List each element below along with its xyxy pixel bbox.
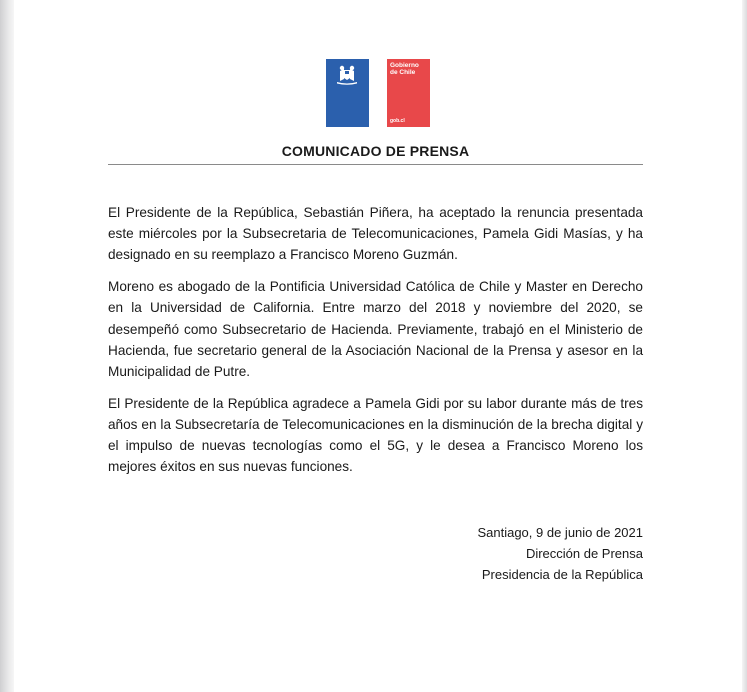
logo-blue-panel <box>326 59 369 127</box>
signature-place-date: Santiago, 9 de junio de 2021 <box>477 525 643 540</box>
document-heading: COMUNICADO DE PRENSA <box>281 143 470 159</box>
logo-word-line-1: Gobierno <box>390 62 419 69</box>
document-page <box>14 0 742 692</box>
logo-url: gob.cl <box>390 118 405 124</box>
signature-institution: Presidencia de la República <box>481 567 643 583</box>
gobierno-de-chile-logo <box>326 59 418 127</box>
heading-divider <box>108 164 643 165</box>
paragraph-2: Moreno es abogado de la Pontificia Universidad Católica de Chile y Master en Derecho en la Universidad de California. Entre marzo del 2018 y noviembre del 2020, se desempeñó como Subsecretario de Hacienda. Previamente, trabajó en el Ministerio de Hacienda, fue secretario general de la Asociación Nacional de la Prensa y asesor en la Municipalidad de Putre. <box>108 279 643 379</box>
paragraph-3: El Presidente de la República agradece a Pamela Gidi por su labor durante más de tres años en la Subsecretaría de Telecomunicaciones en la disminución de la brecha digital y el impulso de nuevas tecnologías como el 5G, y le desea a Francisco Moreno los mejores éxitos en sus nuevas funciones. <box>108 395 643 475</box>
logo-wordmark <box>390 62 419 76</box>
signature-office: Dirección de Prensa <box>525 546 643 562</box>
signature-block <box>477 522 643 586</box>
chile-coat-of-arms-icon <box>334 63 360 85</box>
press-release-body <box>108 202 643 488</box>
paragraph-1: El Presidente de la República, Sebastián Piñera, ha aceptado la renuncia presentada este miércoles por la Subsecretaria de Telecomunicaciones, Pamela Gidi Masías, y ha designado en su reemplazo a Francisco Moreno Guzmán. <box>108 205 643 263</box>
logo-word-line-2: de Chile <box>390 69 416 76</box>
scan-shadow-left <box>0 0 14 692</box>
scan-shadow-right <box>742 0 747 692</box>
logo-red-panel <box>387 59 430 127</box>
